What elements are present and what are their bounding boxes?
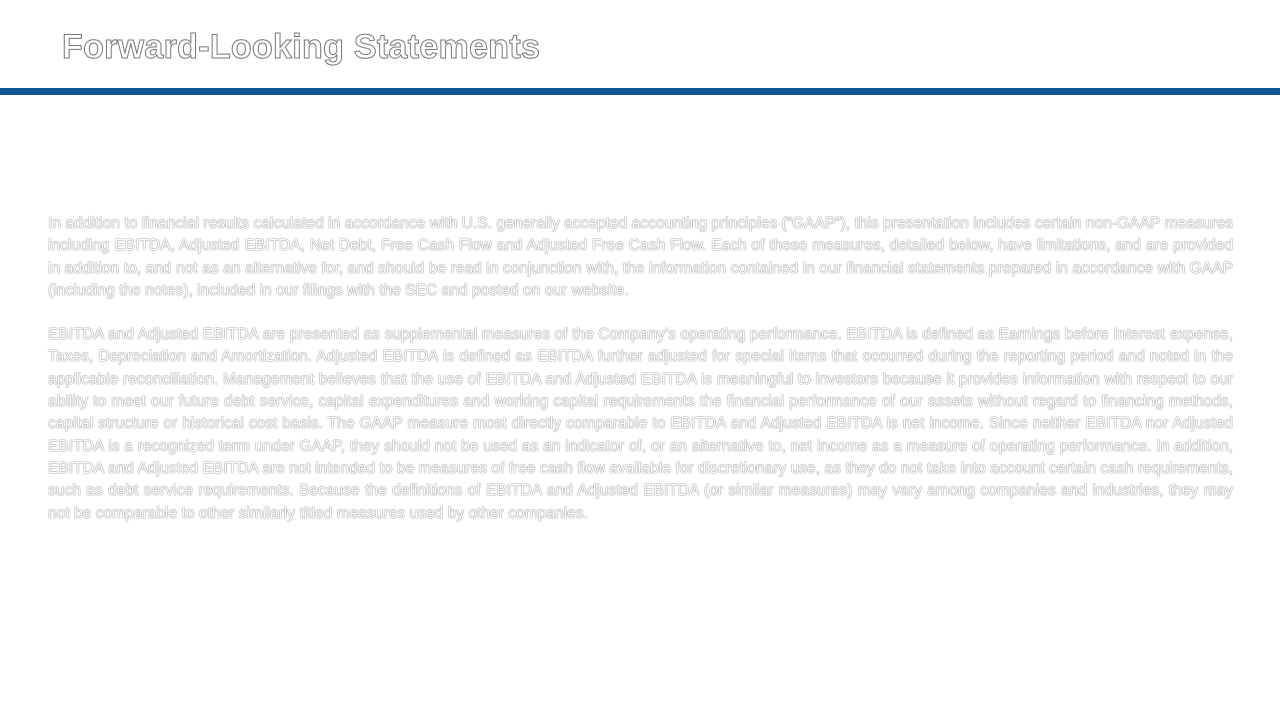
title-divider <box>0 88 1280 95</box>
paragraph-non-gaap: In addition to financial results calculated in accordance with U.S. generally accepted accounting principles (“GAAP”), this presentation includes certain non-GAAP measures including EBITDA, Adjusted EBITDA, Net Debt, Free Cash Flow and Adjusted Free Cash Flow. Each of these measures, detailed below, have limitations, and are provided in addition to, and not as an alternative for, and should be read in conjunction with, the information contained in our financial statements prepared in accordance with GAAP (including the notes), included in our filings with the SEC and posted on our website. <box>48 215 1233 299</box>
slide-title: Forward-Looking Statements <box>62 28 541 66</box>
slide-body <box>48 213 1233 547</box>
paragraph-ebitda: EBITDA and Adjusted EBITDA are presented as supplemental measures of the Company’s operating performance. EBITDA is defined as Earnings before Interest expense, Taxes, Depreciation and Amortization. Adjusted EBITDA is defined as EBITDA further adjusted for special items that occurred during the reporting period and noted in the applicable reconciliation. Management believes that the use of EBITDA and Adjusted EBITDA is meaningful to investors because it provides information with respect to our ability to meet our future debt service, capital expenditures and working capital requirements the financial performance of our assets without regard to financing methods, capital structure or historical cost basis. The GAAP measure most directly comparable to EBITDA and Adjusted EBITDA is net income. Since neither EBITDA nor Adjusted EBITDA is a recognized term under GAAP, they should not be used as an indicator of, or an alternative to, net income as a measure of operating performance. In addition, EBITDA and Adjusted EBITDA are not intended to be measures of free cash flow available for discretionary use, as they do not take into account certain cash requirements, such as debt service requirements. Because the definitions of EBITDA and Adjusted EBITDA (or similar measures) may vary among companies and industries, they may not be comparable to other similarly titled measures used by other companies. <box>48 326 1233 522</box>
